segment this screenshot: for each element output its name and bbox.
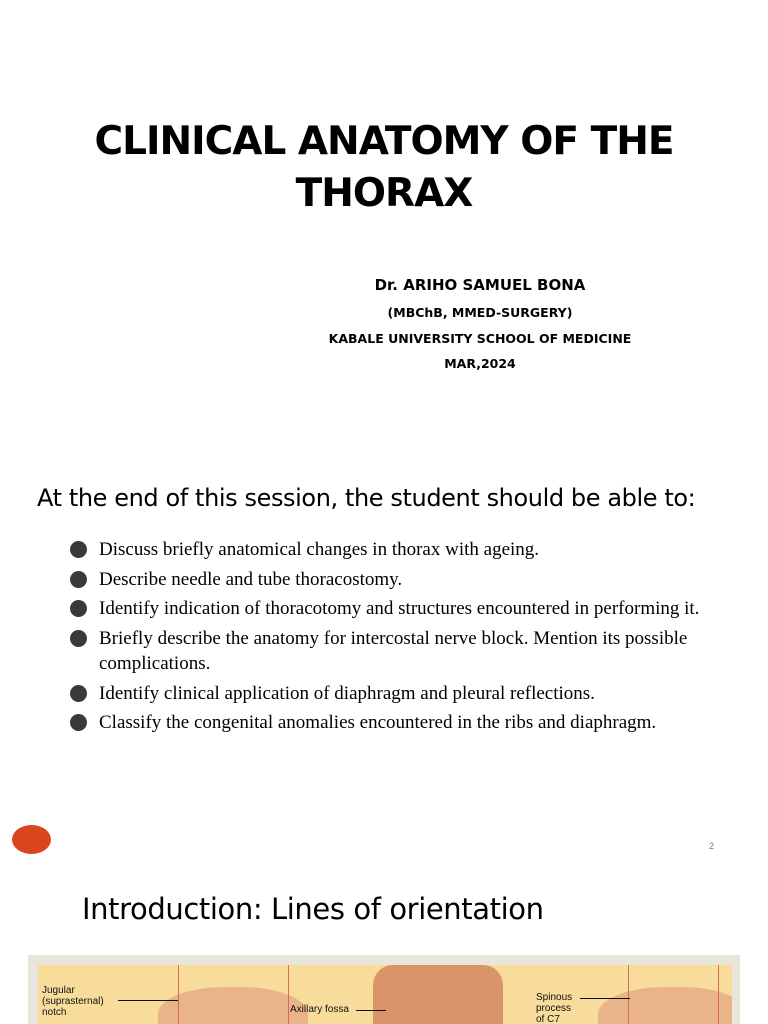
objective-text: Identify indication of thoracotomy and structures encountered in performing it. [99, 598, 700, 619]
objectives-list [70, 537, 720, 740]
objectives-heading: At the end of this session, the student should be able to: [37, 484, 696, 512]
bullet-icon [70, 685, 87, 702]
label-jugular-notch: Jugular (suprasternal) notch [42, 985, 104, 1018]
list-item [70, 567, 720, 593]
list-item [70, 681, 720, 707]
objective-text: Briefly describe the anatomy for intercostal nerve block. Mention its possible complications. [99, 627, 688, 674]
decorative-orange-dot [12, 825, 51, 854]
torso-illustration-center [373, 965, 503, 1024]
objective-text: Discuss briefly anatomical changes in thorax with ageing. [99, 539, 540, 560]
label-leader-line [580, 998, 630, 999]
torso-illustration-right [598, 987, 732, 1024]
figure-panel [38, 965, 732, 1024]
title-slide [0, 0, 768, 450]
label-leader-line [356, 1010, 386, 1011]
list-item [70, 537, 720, 563]
slide-title: CLINICAL ANATOMY OF THE THORAX [94, 119, 674, 216]
label-spinous-process: Spinous process of C7 [536, 992, 573, 1024]
objective-text: Describe needle and tube thoracostomy. [99, 568, 403, 590]
page-number: 2 [709, 841, 715, 851]
presentation-date: MAR,2024 [444, 356, 516, 371]
list-item [70, 596, 720, 622]
bullet-icon [70, 600, 87, 617]
author-name: Dr. ARIHO SAMUEL BONA [374, 276, 586, 294]
torso-illustration-left [158, 987, 308, 1024]
objective-text: Classify the congenital anomalies encountered in the ribs and diaphragm. [99, 712, 657, 733]
list-item [70, 710, 720, 736]
introduction-heading: Introduction: Lines of orientation [82, 892, 544, 926]
label-leader-line [118, 1000, 178, 1001]
orientation-line [628, 965, 629, 1024]
bullet-icon [70, 630, 87, 647]
label-axillary-fossa: Axillary fossa [290, 1004, 349, 1015]
bullet-icon [70, 541, 87, 558]
bullet-icon [70, 571, 87, 588]
thorax-orientation-figure [28, 955, 740, 1024]
list-item [70, 626, 720, 677]
author-credentials: (MBChB, MMED-SURGERY) [387, 305, 573, 320]
author-institution: KABALE UNIVERSITY SCHOOL OF MEDICINE [328, 331, 632, 346]
orientation-line [178, 965, 179, 1024]
orientation-line [718, 965, 719, 1024]
bullet-icon [70, 714, 87, 731]
orientation-line [288, 965, 289, 1024]
objective-text: Identify clinical application of diaphragm and pleural reflections. [99, 682, 595, 704]
